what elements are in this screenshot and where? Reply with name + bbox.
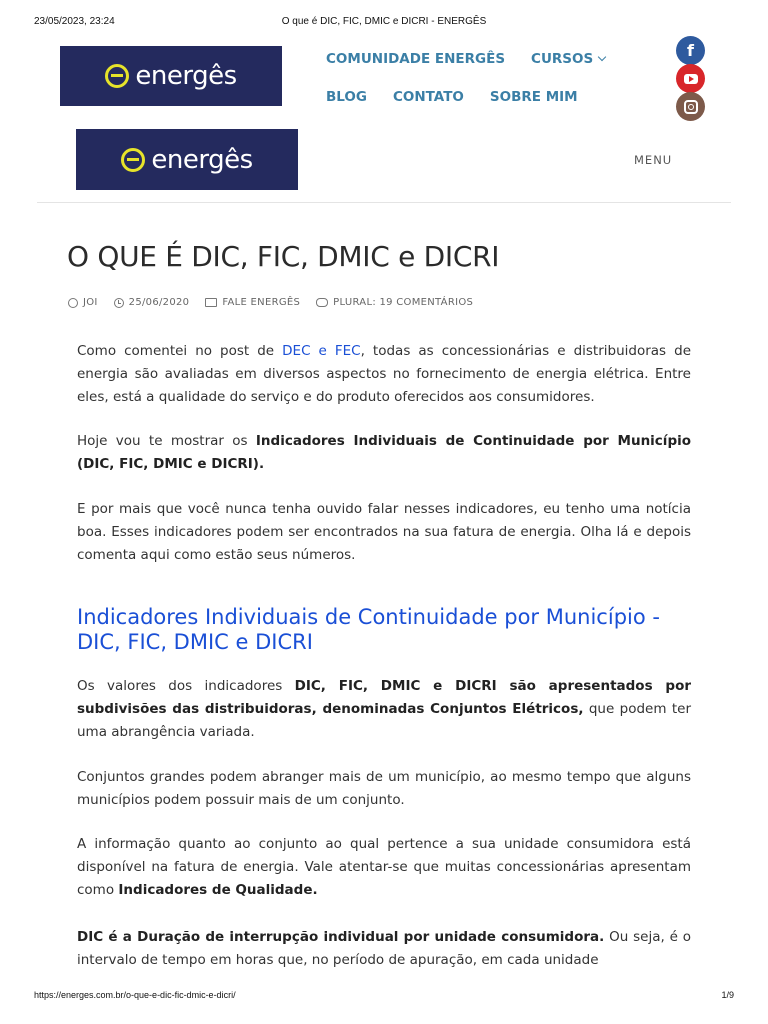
paragraph-5: Conjuntos grandes podem abranger mais de um município, ao mesmo tempo que alguns municípios podem possuir mais de um conjunto. xyxy=(77,769,691,808)
header-divider xyxy=(37,202,731,203)
user-icon xyxy=(68,298,78,308)
p6-bold: Indicadores de Qualidade. xyxy=(118,882,318,898)
facebook-glyph: f xyxy=(687,41,694,60)
energes-logo-icon xyxy=(121,148,145,172)
p2-text-before: Hoje vou te mostrar os xyxy=(77,433,256,449)
menu-button[interactable]: MENU xyxy=(634,153,673,167)
print-header xyxy=(34,16,734,30)
comments-icon xyxy=(316,298,328,307)
paragraph-3: E por mais que você nunca tenha ouvido falar nesses indicadores, eu tenho uma notícia boa. Esses indicadores podem ser encontrados na sua fatura de energia. Olha lá e depois comenta aqui como estão seus números. xyxy=(77,501,691,563)
p4-text-before: Os valores dos indicadores xyxy=(77,678,295,694)
nav-item-contato[interactable]: CONTATO xyxy=(392,89,464,105)
nav-row-1 xyxy=(326,46,646,72)
meta-category-text: FALE ENERGÊS xyxy=(222,297,301,308)
meta-comments-text: PLURAL: 19 COMENTÁRIOS xyxy=(333,297,474,308)
link-dec-fec[interactable]: DEC e FEC xyxy=(282,343,361,359)
print-footer xyxy=(34,990,734,1004)
folder-icon xyxy=(205,298,217,307)
nav-item-comunidade[interactable]: COMUNIDADE ENERGÊS xyxy=(326,51,506,67)
post-title: O QUE É DIC, FIC, DMIC e DICRI xyxy=(67,240,500,273)
paragraph-2 xyxy=(77,430,691,476)
paragraph-6 xyxy=(77,833,691,902)
post-meta xyxy=(68,297,473,308)
p4-bold: DIC, FIC, DMIC e DICRI são apresentados por subdivisões das distribuidoras, denominadas Conjuntos Elétricos, xyxy=(77,678,691,717)
paragraph-4 xyxy=(77,675,691,744)
instagram-camera-glyph xyxy=(684,100,698,114)
logo-text: energês xyxy=(151,144,253,175)
p2-bold: Indicadores Individuais de Continuidade por Município (DIC, FIC, DMIC e DICRI). xyxy=(77,433,692,472)
paragraph-7 xyxy=(77,926,691,972)
section-heading: Indicadores Individuais de Continuidade por Município - DIC, FIC, DMIC e DICRI xyxy=(77,605,660,654)
nav-item-blog[interactable]: BLOG xyxy=(326,89,367,105)
nav-item-sobre-mim[interactable]: SOBRE MIM xyxy=(489,89,578,105)
page-number: 1/9 xyxy=(721,990,734,1000)
meta-author[interactable] xyxy=(68,297,98,308)
print-title: O que é DIC, FIC, DMIC e DICRI - ENERGÊS xyxy=(281,16,487,27)
clock-icon xyxy=(114,298,124,308)
youtube-play-glyph xyxy=(684,74,698,84)
paragraph-1 xyxy=(77,340,691,409)
p1-text-after: , todas as concessionárias e distribuidoras de energia são avaliadas em diversos aspectos no fornecimento de energia elétrica. Entre eles, está a qualidade do serviço e do produto oferecidos aos consumidores. xyxy=(77,343,691,405)
p7-bold: DIC é a Duração de interrupção individual por unidade consumidora. xyxy=(77,929,605,945)
print-datetime: 23/05/2023, 23:24 xyxy=(34,16,115,27)
meta-date xyxy=(114,297,190,308)
logo-text: energês xyxy=(135,61,237,91)
meta-category[interactable] xyxy=(205,297,300,308)
nav-item-cursos[interactable] xyxy=(531,51,605,67)
chevron-down-icon xyxy=(598,53,606,61)
nav-row-2 xyxy=(326,84,646,110)
p6-text-before: A informação quanto ao conjunto ao qual pertence a sua unidade consumidora está disponível na fatura de energia. Vale atentar-se que muitas concessionárias apresentam como xyxy=(77,836,691,898)
meta-author-text: JOI xyxy=(83,297,98,308)
meta-date-text: 25/06/2020 xyxy=(128,297,190,308)
p7-text-after: Ou seja, é o intervalo de tempo em horas que, no período de apuração, em cada unidade xyxy=(77,929,691,968)
instagram-icon[interactable] xyxy=(676,92,705,121)
nav-item-cursos-label: CURSOS xyxy=(531,51,594,67)
energes-logo-icon xyxy=(105,64,129,88)
youtube-icon[interactable] xyxy=(676,64,705,93)
p4-text-after: que podem ter uma abrangência variada. xyxy=(77,701,691,740)
site-logo-mobile[interactable] xyxy=(76,129,298,190)
site-logo[interactable] xyxy=(60,46,282,106)
facebook-icon[interactable] xyxy=(676,36,705,65)
main-nav xyxy=(326,46,646,122)
p1-text-before: Como comentei no post de xyxy=(77,343,283,359)
social-links xyxy=(676,36,706,120)
print-url: https://energes.com.br/o-que-e-dic-fic-dmic-e-dicri/ xyxy=(34,990,236,1000)
meta-comments[interactable] xyxy=(316,297,473,308)
